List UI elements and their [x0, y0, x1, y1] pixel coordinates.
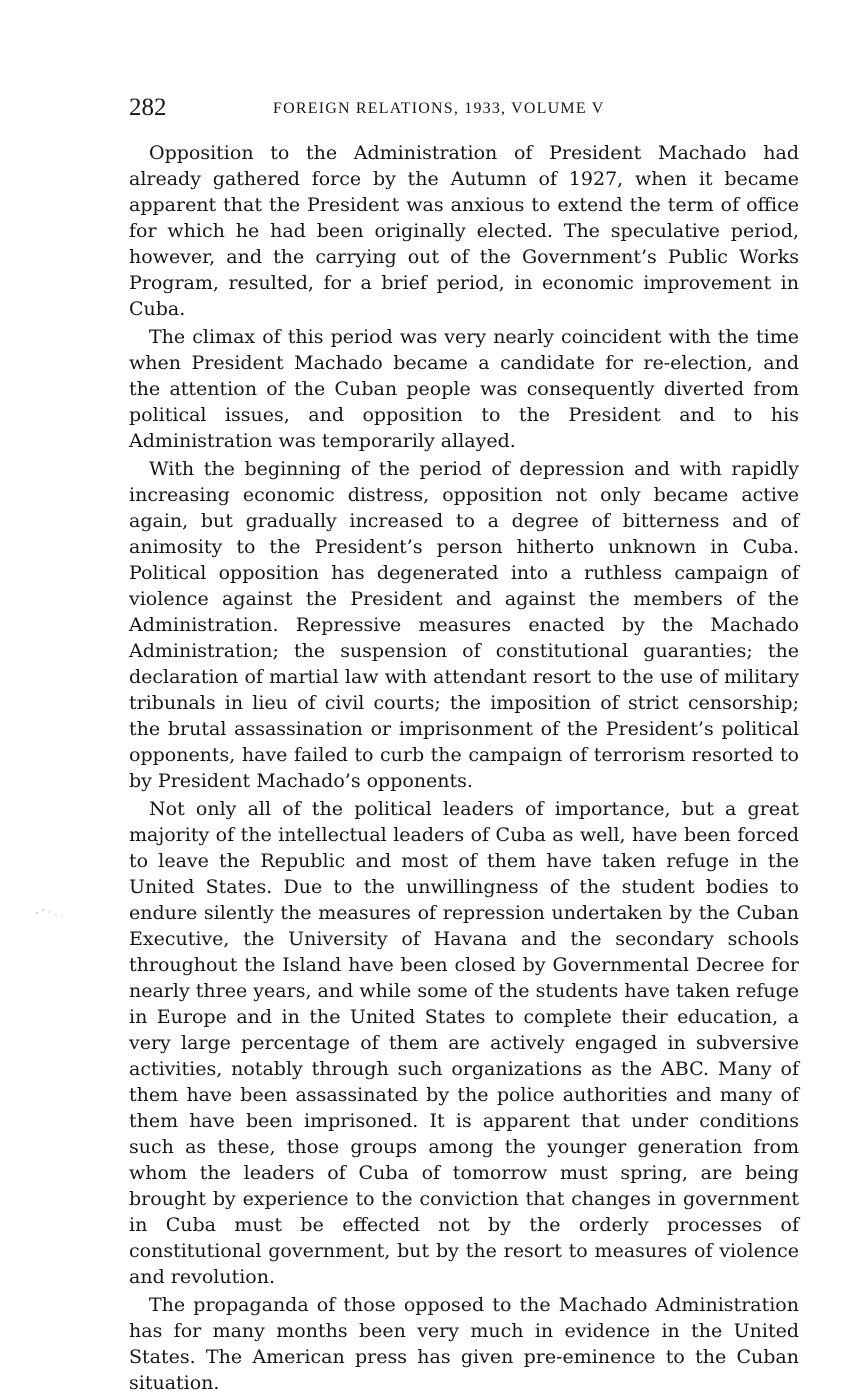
body-text	[129, 140, 799, 1398]
paragraph-leaders-exile: Not only all of the political leaders of importance, but a great majority of the intellectual leaders of Cuba as well, have been forced to leave the Republic and most of them have taken refuge in the United States. Due to the unwillingness of the student bodies to endure silently the measures of repression undertaken by the Cuban Executive, the University of Havana and the secondary schools throughout the Island have been closed by Governmental Decree for nearly three years, and while some of the students have taken refuge in Europe and in the United States to complete their education, a very large percentage of them are actively engaged in subversive activities, notably through such organizations as the ABC. Many of them have been assassinated by the police authorities and many of them have been imprisoned. It is apparent that under conditions such as these, those groups among the younger generation from whom the leaders of Cuba of tomorrow must spring, are being brought by experience to the conviction that changes in government in Cuba must be effected not by the orderly processes of constitutional government, but by the resort to measures of violence and revolution.	[129, 798, 799, 1288]
scan-speck-marks	[34, 905, 66, 919]
paragraph-propaganda: The propaganda of those opposed to the Machado Administration has for many months been very much in evidence in the United States. The American press has given pre-eminence to the Cuban situation.	[129, 1294, 799, 1394]
page-number: 282	[129, 94, 167, 121]
paragraph-climax: The climax of this period was very nearly coincident with the time when President Machado became a candidate for re-election, and the attention of the Cuban people was consequently diverted from political issues, and opposition to the President and to his Administration was temporarily allayed.	[129, 326, 799, 452]
running-title: FOREIGN RELATIONS, 1933, VOLUME V	[273, 100, 605, 117]
paragraph-depression: With the beginning of the period of depression and with rapidly increasing economic distress, opposition not only became active again, but gradually increased to a degree of bitterness and of animosity to the President’s person hitherto unknown in Cuba. Political opposition has degenerated into a ruthless campaign of violence against the President and against the members of the Administration. Repressive measures enacted by the Machado Administration; the suspension of constitutional guaranties; the declaration of martial law with attendant resort to the use of military tribunals in lieu of civil courts; the imposition of strict censorship; the brutal assassination or imprisonment of the President’s political opponents, have failed to curb the campaign of terrorism resorted to by President Machado’s opponents.	[129, 458, 799, 792]
running-header	[129, 93, 799, 123]
paragraph-opposition: Opposition to the Administration of President Machado had already gathered force by the Autumn of 1927, when it became apparent that the President was anxious to extend the term of office for which he had been originally elected. The speculative period, however, and the carrying out of the Government’s Public Works Program, resulted, for a brief period, in economic improvement in Cuba.	[129, 142, 799, 320]
